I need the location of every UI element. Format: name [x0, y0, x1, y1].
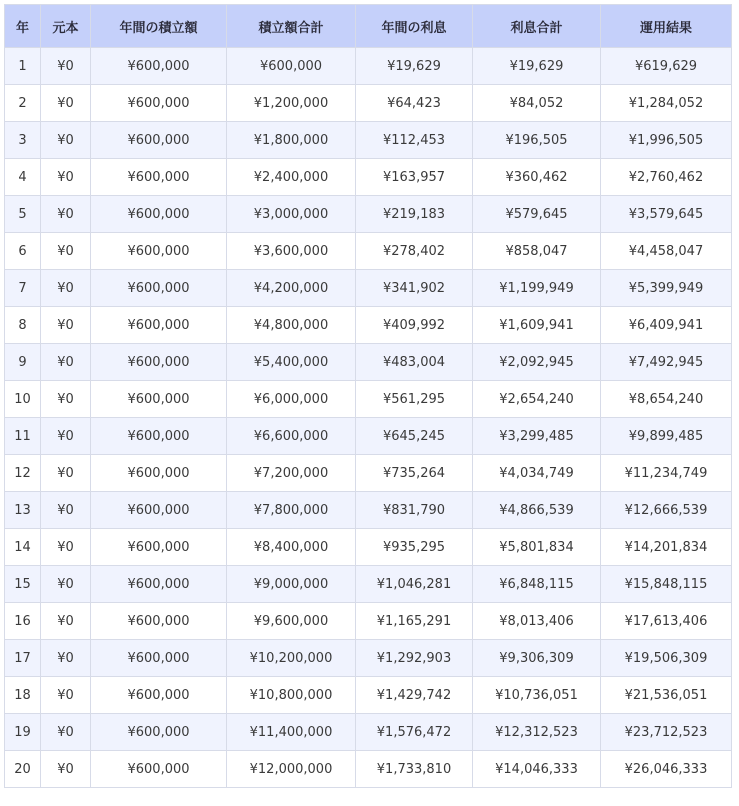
cell-year: 6 [5, 233, 41, 270]
cell-year: 15 [5, 566, 41, 603]
cell-result: ¥619,629 [601, 48, 732, 85]
table-row [5, 344, 732, 381]
cell-total-interest: ¥1,199,949 [473, 270, 601, 307]
cell-total-contribution: ¥9,600,000 [227, 603, 356, 640]
cell-total-contribution: ¥9,000,000 [227, 566, 356, 603]
cell-total-interest: ¥858,047 [473, 233, 601, 270]
cell-annual-contribution: ¥600,000 [91, 418, 227, 455]
cell-total-interest: ¥5,801,834 [473, 529, 601, 566]
cell-annual-contribution: ¥600,000 [91, 566, 227, 603]
cell-annual-contribution: ¥600,000 [91, 492, 227, 529]
cell-principal: ¥0 [41, 344, 91, 381]
header-annual-contribution: 年間の積立額 [91, 5, 227, 48]
cell-result: ¥14,201,834 [601, 529, 732, 566]
cell-total-contribution: ¥1,800,000 [227, 122, 356, 159]
cell-annual-contribution: ¥600,000 [91, 85, 227, 122]
cell-annual-interest: ¥278,402 [356, 233, 473, 270]
cell-result: ¥5,399,949 [601, 270, 732, 307]
cell-principal: ¥0 [41, 307, 91, 344]
cell-result: ¥15,848,115 [601, 566, 732, 603]
cell-year: 20 [5, 751, 41, 788]
cell-annual-contribution: ¥600,000 [91, 48, 227, 85]
cell-annual-contribution: ¥600,000 [91, 344, 227, 381]
cell-result: ¥1,996,505 [601, 122, 732, 159]
cell-annual-interest: ¥1,165,291 [356, 603, 473, 640]
cell-total-contribution: ¥6,600,000 [227, 418, 356, 455]
cell-total-interest: ¥8,013,406 [473, 603, 601, 640]
cell-annual-contribution: ¥600,000 [91, 714, 227, 751]
cell-result: ¥9,899,485 [601, 418, 732, 455]
cell-total-contribution: ¥1,200,000 [227, 85, 356, 122]
cell-year: 2 [5, 85, 41, 122]
cell-annual-contribution: ¥600,000 [91, 603, 227, 640]
header-row [5, 5, 732, 48]
cell-total-interest: ¥196,505 [473, 122, 601, 159]
cell-annual-interest: ¥831,790 [356, 492, 473, 529]
cell-principal: ¥0 [41, 270, 91, 307]
cell-principal: ¥0 [41, 381, 91, 418]
cell-annual-contribution: ¥600,000 [91, 381, 227, 418]
investment-table-container [4, 4, 735, 788]
cell-year: 16 [5, 603, 41, 640]
header-total-contribution: 積立額合計 [227, 5, 356, 48]
cell-result: ¥19,506,309 [601, 640, 732, 677]
cell-total-contribution: ¥4,200,000 [227, 270, 356, 307]
cell-total-contribution: ¥6,000,000 [227, 381, 356, 418]
cell-annual-interest: ¥1,733,810 [356, 751, 473, 788]
cell-result: ¥26,046,333 [601, 751, 732, 788]
cell-annual-interest: ¥1,429,742 [356, 677, 473, 714]
cell-total-contribution: ¥600,000 [227, 48, 356, 85]
cell-year: 12 [5, 455, 41, 492]
table-row [5, 233, 732, 270]
cell-total-interest: ¥4,866,539 [473, 492, 601, 529]
cell-principal: ¥0 [41, 751, 91, 788]
cell-total-contribution: ¥12,000,000 [227, 751, 356, 788]
cell-annual-interest: ¥163,957 [356, 159, 473, 196]
table-row [5, 307, 732, 344]
cell-principal: ¥0 [41, 159, 91, 196]
cell-annual-contribution: ¥600,000 [91, 122, 227, 159]
cell-total-contribution: ¥5,400,000 [227, 344, 356, 381]
cell-principal: ¥0 [41, 640, 91, 677]
cell-annual-contribution: ¥600,000 [91, 677, 227, 714]
cell-total-contribution: ¥10,800,000 [227, 677, 356, 714]
cell-annual-interest: ¥64,423 [356, 85, 473, 122]
cell-annual-interest: ¥219,183 [356, 196, 473, 233]
cell-principal: ¥0 [41, 603, 91, 640]
cell-year: 17 [5, 640, 41, 677]
header-total-interest: 利息合計 [473, 5, 601, 48]
cell-principal: ¥0 [41, 196, 91, 233]
cell-result: ¥11,234,749 [601, 455, 732, 492]
cell-principal: ¥0 [41, 566, 91, 603]
cell-total-contribution: ¥7,800,000 [227, 492, 356, 529]
cell-principal: ¥0 [41, 122, 91, 159]
cell-year: 8 [5, 307, 41, 344]
cell-result: ¥1,284,052 [601, 85, 732, 122]
table-row [5, 122, 732, 159]
table-row [5, 492, 732, 529]
cell-result: ¥3,579,645 [601, 196, 732, 233]
cell-total-contribution: ¥4,800,000 [227, 307, 356, 344]
cell-result: ¥12,666,539 [601, 492, 732, 529]
cell-result: ¥21,536,051 [601, 677, 732, 714]
cell-principal: ¥0 [41, 492, 91, 529]
cell-year: 4 [5, 159, 41, 196]
table-row [5, 529, 732, 566]
cell-result: ¥2,760,462 [601, 159, 732, 196]
cell-principal: ¥0 [41, 529, 91, 566]
cell-result: ¥23,712,523 [601, 714, 732, 751]
cell-annual-interest: ¥112,453 [356, 122, 473, 159]
cell-annual-interest: ¥645,245 [356, 418, 473, 455]
cell-principal: ¥0 [41, 714, 91, 751]
cell-annual-contribution: ¥600,000 [91, 270, 227, 307]
cell-year: 10 [5, 381, 41, 418]
cell-year: 3 [5, 122, 41, 159]
cell-total-contribution: ¥2,400,000 [227, 159, 356, 196]
cell-total-interest: ¥6,848,115 [473, 566, 601, 603]
cell-total-interest: ¥4,034,749 [473, 455, 601, 492]
table-row [5, 714, 732, 751]
investment-results-table [4, 4, 732, 788]
cell-annual-interest: ¥935,295 [356, 529, 473, 566]
cell-year: 14 [5, 529, 41, 566]
cell-total-contribution: ¥3,000,000 [227, 196, 356, 233]
cell-annual-interest: ¥561,295 [356, 381, 473, 418]
cell-total-contribution: ¥11,400,000 [227, 714, 356, 751]
table-header [5, 5, 732, 48]
cell-annual-contribution: ¥600,000 [91, 159, 227, 196]
cell-year: 19 [5, 714, 41, 751]
cell-year: 9 [5, 344, 41, 381]
table-body [5, 48, 732, 788]
cell-total-interest: ¥2,092,945 [473, 344, 601, 381]
table-row [5, 196, 732, 233]
cell-annual-contribution: ¥600,000 [91, 529, 227, 566]
cell-principal: ¥0 [41, 418, 91, 455]
header-result: 運用結果 [601, 5, 732, 48]
cell-total-interest: ¥84,052 [473, 85, 601, 122]
cell-annual-interest: ¥409,992 [356, 307, 473, 344]
cell-result: ¥4,458,047 [601, 233, 732, 270]
cell-principal: ¥0 [41, 48, 91, 85]
cell-total-interest: ¥19,629 [473, 48, 601, 85]
cell-principal: ¥0 [41, 455, 91, 492]
cell-year: 1 [5, 48, 41, 85]
cell-result: ¥17,613,406 [601, 603, 732, 640]
table-row [5, 677, 732, 714]
cell-total-interest: ¥14,046,333 [473, 751, 601, 788]
cell-year: 18 [5, 677, 41, 714]
cell-year: 13 [5, 492, 41, 529]
cell-total-contribution: ¥7,200,000 [227, 455, 356, 492]
cell-total-interest: ¥3,299,485 [473, 418, 601, 455]
cell-total-interest: ¥12,312,523 [473, 714, 601, 751]
cell-annual-interest: ¥735,264 [356, 455, 473, 492]
cell-annual-contribution: ¥600,000 [91, 640, 227, 677]
cell-annual-interest: ¥341,902 [356, 270, 473, 307]
cell-principal: ¥0 [41, 233, 91, 270]
table-row [5, 270, 732, 307]
cell-total-contribution: ¥10,200,000 [227, 640, 356, 677]
table-row [5, 159, 732, 196]
table-row [5, 603, 732, 640]
cell-annual-interest: ¥483,004 [356, 344, 473, 381]
cell-annual-contribution: ¥600,000 [91, 751, 227, 788]
cell-principal: ¥0 [41, 85, 91, 122]
cell-annual-interest: ¥19,629 [356, 48, 473, 85]
cell-result: ¥6,409,941 [601, 307, 732, 344]
table-row [5, 751, 732, 788]
cell-annual-interest: ¥1,046,281 [356, 566, 473, 603]
cell-total-interest: ¥579,645 [473, 196, 601, 233]
cell-total-contribution: ¥8,400,000 [227, 529, 356, 566]
cell-annual-contribution: ¥600,000 [91, 196, 227, 233]
cell-year: 7 [5, 270, 41, 307]
cell-total-interest: ¥1,609,941 [473, 307, 601, 344]
table-row [5, 48, 732, 85]
cell-principal: ¥0 [41, 677, 91, 714]
header-principal: 元本 [41, 5, 91, 48]
cell-annual-contribution: ¥600,000 [91, 455, 227, 492]
cell-annual-contribution: ¥600,000 [91, 233, 227, 270]
cell-total-contribution: ¥3,600,000 [227, 233, 356, 270]
header-annual-interest: 年間の利息 [356, 5, 473, 48]
table-row [5, 640, 732, 677]
cell-annual-interest: ¥1,576,472 [356, 714, 473, 751]
cell-total-interest: ¥10,736,051 [473, 677, 601, 714]
cell-result: ¥7,492,945 [601, 344, 732, 381]
cell-annual-contribution: ¥600,000 [91, 307, 227, 344]
table-row [5, 381, 732, 418]
header-year: 年 [5, 5, 41, 48]
cell-result: ¥8,654,240 [601, 381, 732, 418]
cell-total-interest: ¥2,654,240 [473, 381, 601, 418]
cell-total-interest: ¥360,462 [473, 159, 601, 196]
table-row [5, 85, 732, 122]
cell-year: 11 [5, 418, 41, 455]
cell-year: 5 [5, 196, 41, 233]
cell-total-interest: ¥9,306,309 [473, 640, 601, 677]
table-row [5, 566, 732, 603]
cell-annual-interest: ¥1,292,903 [356, 640, 473, 677]
table-row [5, 455, 732, 492]
table-row [5, 418, 732, 455]
